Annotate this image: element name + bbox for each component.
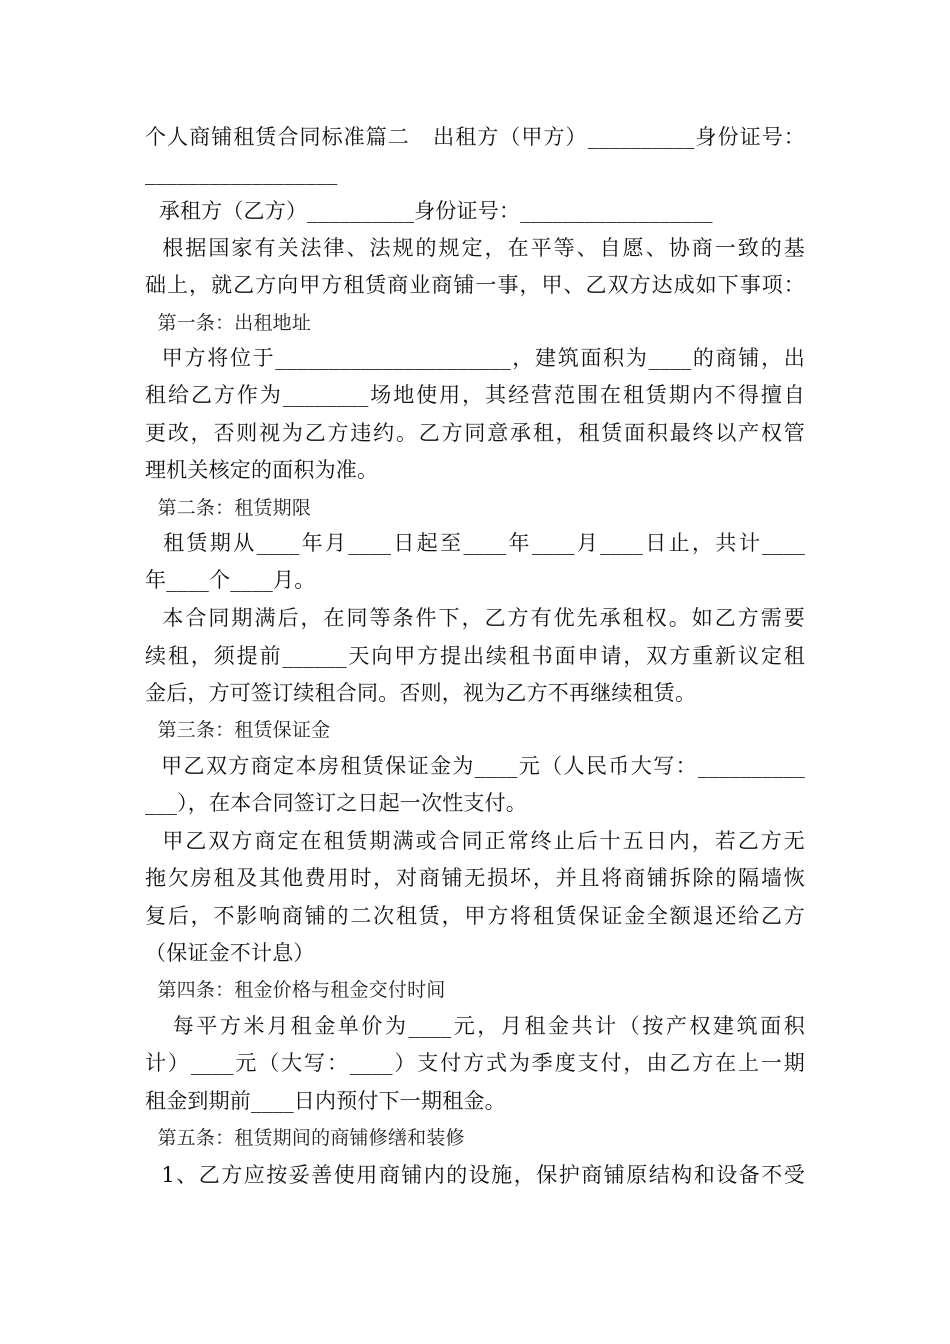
text-line: 承租方（乙方）__________身份证号：__________________ — [145, 199, 713, 223]
text-line: 甲乙双方商定在租赁期满或合同正常终止后十五日内，若乙方无 — [145, 829, 805, 853]
text-line: ___），在本合同签订之日起一次性支付。 — [145, 791, 527, 815]
text-line: 租赁期从____年月____日起至____年____月____日止，共计____ — [145, 531, 805, 555]
document-title-line: 个人商铺租赁合同标准篇二 出租方（甲方）__________身份证号： — [145, 125, 805, 149]
section-heading: 第五条：租赁期间的商铺修缮和装修 — [145, 1127, 465, 1149]
text-line: 复后，不影响商铺的二次租赁，甲方将租赁保证金全额退还给乙方 — [145, 904, 805, 928]
section-heading: 第三条：租赁保证金 — [145, 719, 331, 741]
text-line: 理机关核定的面积为准。 — [145, 458, 379, 482]
text-line: 更改，否则视为乙方违约。乙方同意承租，租赁面积最终以产权管 — [145, 421, 805, 445]
text-line: 每平方米月租金单价为____元，月租金共计（按产权建筑面积 — [145, 1014, 805, 1038]
text-line: 金后，方可签订续租合同。否则，视为乙方不再继续租赁。 — [145, 681, 697, 705]
text-line: 计）____元（大写：____）支付方式为季度支付，由乙方在上一期 — [145, 1051, 805, 1075]
text-line: 甲方将位于______________________，建筑面积为____的商铺，出 — [145, 346, 805, 370]
section-heading: 第一条：出租地址 — [145, 312, 312, 334]
text-line: 础上，就乙方向甲方租赁商业商铺一事，甲、乙双方达成如下事项： — [145, 273, 805, 297]
section-heading: 第二条：租赁期限 — [145, 497, 312, 519]
text-line: 甲乙双方商定本房租赁保证金为____元（人民币大写：__________ — [145, 754, 805, 778]
text-line: 1、乙方应按妥善使用商铺内的设施，保护商铺原结构和设备不受 — [145, 1163, 805, 1187]
section-heading: 第四条：租金价格与租金交付时间 — [145, 979, 446, 1001]
text-line: 年____个____月。 — [145, 568, 316, 592]
text-line: 拖欠房租及其他费用时，对商铺无损坏，并且将商铺拆除的隔墙恢 — [145, 866, 805, 890]
text-line: __________________ — [145, 161, 338, 185]
text-line: 续租，须提前______天向甲方提出续租书面申请，双方重新议定租 — [145, 644, 805, 668]
text-line: 租给乙方作为________场地使用，其经营范围在租赁期内不得擅自 — [145, 383, 805, 407]
text-line: 租金到期前____日内预付下一期租金。 — [145, 1089, 506, 1113]
text-line: （保证金不计息） — [145, 941, 315, 965]
text-line: 根据国家有关法律、法规的规定，在平等、自愿、协商一致的基 — [145, 236, 805, 260]
text-line: 本合同期满后，在同等条件下，乙方有优先承租权。如乙方需要 — [145, 606, 805, 630]
